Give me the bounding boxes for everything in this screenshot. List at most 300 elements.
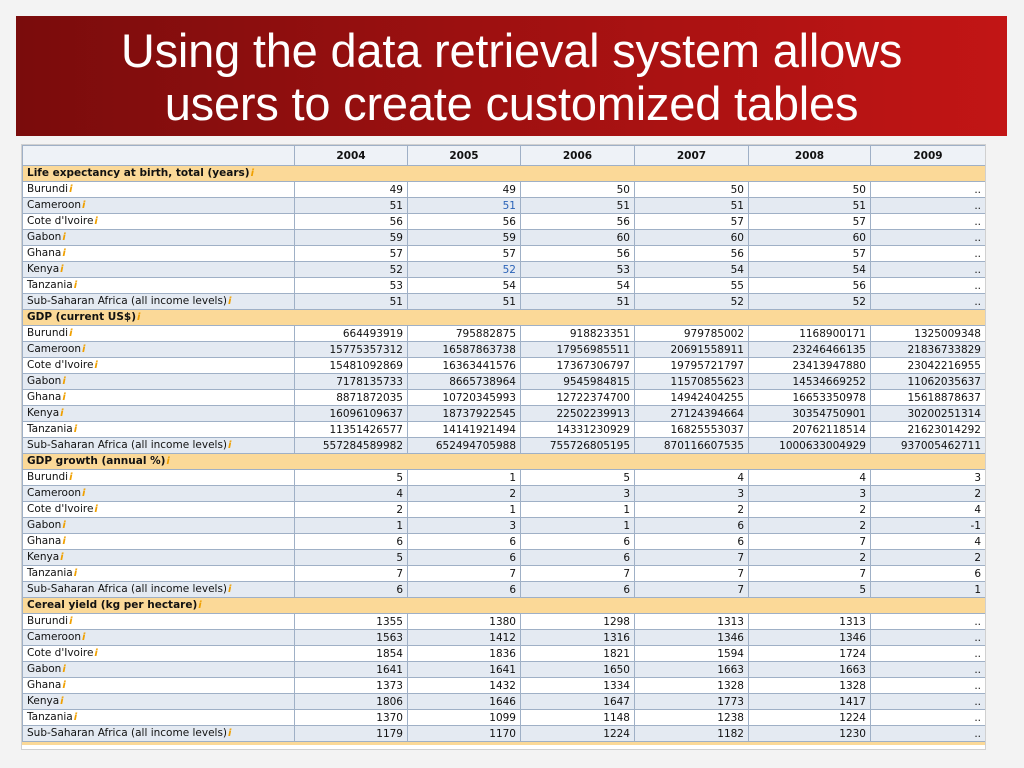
value-cell: 6 (408, 534, 521, 550)
value-cell: 20691558911 (635, 342, 749, 358)
value-cell: 54 (521, 278, 635, 294)
country-cell (23, 646, 295, 662)
value-cell: 27124394664 (635, 406, 749, 422)
value-cell: 57 (749, 214, 871, 230)
value-cell: 1170 (408, 726, 521, 742)
section-header-row (23, 454, 986, 470)
value-cell: .. (871, 662, 986, 678)
value-cell: 16653350978 (749, 390, 871, 406)
info-icon[interactable]: i (62, 232, 66, 243)
country-name: Sub-Saharan Africa (all income levels) (27, 439, 228, 451)
value-cell: 7 (635, 582, 749, 598)
table-row (23, 470, 986, 486)
value-cell: .. (871, 198, 986, 214)
info-icon[interactable]: i (60, 408, 64, 419)
value-cell: 10720345993 (408, 390, 521, 406)
table-row (23, 646, 986, 662)
value-cell: .. (871, 630, 986, 646)
next-section-edge (22, 742, 985, 745)
info-icon[interactable]: i (69, 184, 73, 195)
value-cell: 30354750901 (749, 406, 871, 422)
value-cell: 1 (521, 502, 635, 518)
info-icon[interactable]: i (228, 440, 232, 451)
value-cell: 7 (635, 550, 749, 566)
value-cell: 1650 (521, 662, 635, 678)
value-cell: 1724 (749, 646, 871, 662)
value-cell: 14534669252 (749, 374, 871, 390)
value-cell: 16363441576 (408, 358, 521, 374)
value-cell: 6 (521, 582, 635, 598)
table-row (23, 406, 986, 422)
info-icon[interactable]: i (60, 264, 64, 275)
value-cell: 1806 (295, 694, 408, 710)
value-cell: 1663 (635, 662, 749, 678)
country-name: Sub-Saharan Africa (all income levels) (27, 583, 228, 595)
value-cell: 15775357312 (295, 342, 408, 358)
country-name: Burundi (27, 327, 69, 339)
slide-title (16, 16, 1007, 136)
value-cell: 20762118514 (749, 422, 871, 438)
value-cell: 54 (749, 262, 871, 278)
country-cell (23, 198, 295, 214)
table-row (23, 198, 986, 214)
country-name: Kenya (27, 551, 60, 563)
info-icon[interactable]: i (137, 312, 141, 323)
value-cell: 557284589982 (295, 438, 408, 454)
value-cell: 1328 (635, 678, 749, 694)
value-cell: 1325009348 (871, 326, 986, 342)
value-cell: 4 (295, 486, 408, 502)
country-name: Sub-Saharan Africa (all income levels) (27, 727, 228, 739)
value-cell: 3 (871, 470, 986, 486)
value-cell: 1432 (408, 678, 521, 694)
table-row (23, 502, 986, 518)
value-cell: 50 (749, 182, 871, 198)
table-row (23, 630, 986, 646)
value-cell: 1773 (635, 694, 749, 710)
info-icon[interactable]: i (62, 664, 66, 675)
country-name: Cameroon (27, 343, 82, 355)
value-cell: 56 (408, 214, 521, 230)
year-header[interactable]: 2008 (749, 146, 871, 166)
data-table (22, 145, 986, 742)
value-cell: 15481092869 (295, 358, 408, 374)
indicator-title (23, 454, 986, 470)
table-row (23, 262, 986, 278)
indicator-label: GDP (current US$) (27, 311, 137, 323)
section-header-row (23, 310, 986, 326)
value-cell: 50 (521, 182, 635, 198)
country-cell (23, 710, 295, 726)
value-cell: 51 (749, 198, 871, 214)
info-icon[interactable]: i (73, 568, 78, 579)
country-name: Gabon (27, 663, 62, 675)
section-header-row (23, 166, 986, 182)
country-cell (23, 662, 295, 678)
value-cell: 2 (408, 486, 521, 502)
value-cell: 1224 (749, 710, 871, 726)
value-cell: 18737922545 (408, 406, 521, 422)
value-cell: .. (871, 262, 986, 278)
value-cell: 51 (295, 294, 408, 310)
value-cell: 1298 (521, 614, 635, 630)
value-cell: .. (871, 214, 986, 230)
slide-title-line-2: users to create customized tables (164, 77, 859, 130)
corner-cell (23, 146, 295, 166)
year-header[interactable]: 2005 (408, 146, 521, 166)
value-cell: .. (871, 678, 986, 694)
info-icon[interactable]: i (166, 456, 170, 467)
value-cell: 16825553037 (635, 422, 749, 438)
value-cell: 870116607535 (635, 438, 749, 454)
value-cell: .. (871, 294, 986, 310)
data-table-panel (21, 144, 986, 750)
value-cell: 49 (408, 182, 521, 198)
slide-title-line-1: Using the data retrieval system allows (120, 24, 903, 77)
table-row (23, 694, 986, 710)
value-cell: 21836733829 (871, 342, 986, 358)
info-icon[interactable]: i (62, 536, 66, 547)
value-cell: 2 (749, 518, 871, 534)
value-cell: 755726805195 (521, 438, 635, 454)
info-icon[interactable]: i (94, 216, 98, 227)
value-cell: 6 (295, 534, 408, 550)
country-name: Cote d'Ivoire (27, 503, 94, 515)
value-cell: 16096109637 (295, 406, 408, 422)
table-row (23, 550, 986, 566)
value-cell: 5 (749, 582, 871, 598)
value-cell: 937005462711 (871, 438, 986, 454)
value-cell: 21623014292 (871, 422, 986, 438)
value-cell: 60 (749, 230, 871, 246)
info-icon[interactable]: i (69, 328, 73, 339)
value-cell: 49 (295, 182, 408, 198)
value-cell: 1099 (408, 710, 521, 726)
value-cell: 7 (521, 566, 635, 582)
value-cell: 23246466135 (749, 342, 871, 358)
value-cell: 57 (408, 246, 521, 262)
indicator-label: Cereal yield (kg per hectare) (27, 599, 198, 611)
table-row (23, 438, 986, 454)
info-icon[interactable]: i (62, 520, 66, 531)
info-icon[interactable]: i (73, 424, 78, 435)
country-cell (23, 726, 295, 742)
country-name: Cote d'Ivoire (27, 215, 94, 227)
info-icon[interactable]: i (62, 376, 66, 387)
section-header-row (23, 598, 986, 614)
value-cell: 1 (871, 582, 986, 598)
value-cell: 1594 (635, 646, 749, 662)
value-cell: 7 (749, 534, 871, 550)
value-cell: 17367306797 (521, 358, 635, 374)
value-link[interactable]: 52 (408, 262, 521, 278)
value-link[interactable]: 51 (408, 198, 521, 214)
value-cell: 1346 (635, 630, 749, 646)
country-cell (23, 470, 295, 486)
value-cell: 9545984815 (521, 374, 635, 390)
value-cell: .. (871, 726, 986, 742)
value-cell: 52 (749, 294, 871, 310)
value-cell: 3 (521, 486, 635, 502)
value-cell: 52 (295, 262, 408, 278)
value-cell: 1224 (521, 726, 635, 742)
value-cell: 795882875 (408, 326, 521, 342)
country-cell (23, 486, 295, 502)
value-cell: 1854 (295, 646, 408, 662)
country-cell (23, 358, 295, 374)
value-cell: 1646 (408, 694, 521, 710)
table-row (23, 710, 986, 726)
value-cell: 1148 (521, 710, 635, 726)
country-cell (23, 694, 295, 710)
value-cell: 6 (635, 534, 749, 550)
value-cell: 8665738964 (408, 374, 521, 390)
value-cell: 3 (749, 486, 871, 502)
year-header[interactable]: 2004 (295, 146, 408, 166)
year-header[interactable]: 2006 (521, 146, 635, 166)
value-cell: 6 (521, 550, 635, 566)
value-cell: 3 (635, 486, 749, 502)
country-name: Cameroon (27, 487, 82, 499)
country-name: Sub-Saharan Africa (all income levels) (27, 295, 228, 307)
value-cell: 1316 (521, 630, 635, 646)
value-cell: 7 (635, 566, 749, 582)
value-cell: 57 (635, 214, 749, 230)
indicator-label: Life expectancy at birth, total (years) (27, 167, 250, 179)
country-name: Ghana (27, 391, 62, 403)
value-cell: 51 (521, 294, 635, 310)
value-cell: 7 (295, 566, 408, 582)
info-icon[interactable]: i (73, 280, 78, 291)
country-name: Tanzania (27, 279, 73, 291)
value-cell: 30200251314 (871, 406, 986, 422)
country-cell (23, 630, 295, 646)
info-icon[interactable]: i (82, 488, 86, 499)
value-cell: 3 (408, 518, 521, 534)
value-cell: 1313 (635, 614, 749, 630)
info-icon[interactable]: i (198, 600, 202, 611)
value-cell: 15618878637 (871, 390, 986, 406)
value-cell: 14331230929 (521, 422, 635, 438)
info-icon[interactable]: i (62, 248, 66, 259)
value-cell: 2 (749, 502, 871, 518)
value-cell: 51 (521, 198, 635, 214)
info-icon[interactable]: i (94, 648, 98, 659)
table-row (23, 614, 986, 630)
value-cell: 5 (295, 550, 408, 566)
country-cell (23, 374, 295, 390)
value-cell: .. (871, 614, 986, 630)
value-cell: .. (871, 278, 986, 294)
value-cell: 979785002 (635, 326, 749, 342)
value-cell: 1647 (521, 694, 635, 710)
value-cell: 56 (295, 214, 408, 230)
country-name: Cameroon (27, 199, 82, 211)
value-cell: 1563 (295, 630, 408, 646)
value-cell: .. (871, 182, 986, 198)
info-icon[interactable]: i (94, 504, 98, 515)
value-cell: 11570855623 (635, 374, 749, 390)
country-cell (23, 390, 295, 406)
value-cell: 1313 (749, 614, 871, 630)
value-cell: 1346 (749, 630, 871, 646)
country-name: Gabon (27, 375, 62, 387)
value-cell: 1417 (749, 694, 871, 710)
table-row (23, 566, 986, 582)
value-cell: .. (871, 710, 986, 726)
table-row (23, 230, 986, 246)
country-cell (23, 406, 295, 422)
info-icon[interactable]: i (69, 616, 73, 627)
info-icon[interactable]: i (62, 392, 66, 403)
table-row (23, 342, 986, 358)
value-cell: 1370 (295, 710, 408, 726)
country-cell (23, 438, 295, 454)
info-icon[interactable]: i (94, 360, 98, 371)
country-cell (23, 246, 295, 262)
country-name: Cameroon (27, 631, 82, 643)
country-cell (23, 342, 295, 358)
value-cell: 53 (295, 278, 408, 294)
value-cell: 1380 (408, 614, 521, 630)
value-cell: 11062035637 (871, 374, 986, 390)
table-row (23, 486, 986, 502)
table-row (23, 294, 986, 310)
value-cell: 7178135733 (295, 374, 408, 390)
value-cell: 2 (871, 550, 986, 566)
indicator-title (23, 166, 986, 182)
value-cell: 53 (521, 262, 635, 278)
value-cell: 19795721797 (635, 358, 749, 374)
value-cell: 22502239913 (521, 406, 635, 422)
value-cell: 5 (521, 470, 635, 486)
value-cell: 54 (635, 262, 749, 278)
value-cell: 51 (408, 294, 521, 310)
value-cell: 1238 (635, 710, 749, 726)
info-icon[interactable]: i (82, 632, 86, 643)
table-row (23, 678, 986, 694)
value-cell: 23413947880 (749, 358, 871, 374)
year-header[interactable]: 2007 (635, 146, 749, 166)
country-name: Gabon (27, 519, 62, 531)
country-name: Ghana (27, 679, 62, 691)
table-row (23, 182, 986, 198)
value-cell: 56 (749, 278, 871, 294)
value-cell: 17956985511 (521, 342, 635, 358)
value-cell: 4 (635, 470, 749, 486)
value-cell: 1836 (408, 646, 521, 662)
value-cell: 7 (749, 566, 871, 582)
value-cell: 11351426577 (295, 422, 408, 438)
info-icon[interactable]: i (82, 200, 86, 211)
value-cell: 56 (635, 246, 749, 262)
country-cell (23, 278, 295, 294)
table-row (23, 422, 986, 438)
value-cell: 56 (521, 214, 635, 230)
value-cell: 7 (408, 566, 521, 582)
value-cell: 12722374700 (521, 390, 635, 406)
country-cell (23, 326, 295, 342)
value-cell: 4 (871, 534, 986, 550)
value-cell: 1 (408, 470, 521, 486)
value-cell: 59 (295, 230, 408, 246)
country-cell (23, 566, 295, 582)
value-cell: 1179 (295, 726, 408, 742)
table-row (23, 518, 986, 534)
value-cell: 60 (521, 230, 635, 246)
info-icon[interactable]: i (73, 712, 78, 723)
value-cell: 51 (295, 198, 408, 214)
info-icon[interactable]: i (228, 728, 232, 739)
table-row (23, 390, 986, 406)
value-cell: 1334 (521, 678, 635, 694)
info-icon[interactable]: i (62, 680, 66, 691)
table-row (23, 374, 986, 390)
info-icon[interactable]: i (228, 296, 232, 307)
country-name: Kenya (27, 263, 60, 275)
value-cell: 6 (871, 566, 986, 582)
country-name: Ghana (27, 535, 62, 547)
info-icon[interactable]: i (250, 168, 254, 179)
table-row (23, 726, 986, 742)
value-cell: 60 (635, 230, 749, 246)
country-cell (23, 518, 295, 534)
table-row (23, 662, 986, 678)
value-cell: 6 (408, 582, 521, 598)
value-cell: 1663 (749, 662, 871, 678)
value-cell: 652494705988 (408, 438, 521, 454)
info-icon[interactable]: i (228, 584, 232, 595)
header-row (23, 146, 986, 166)
country-cell (23, 550, 295, 566)
value-cell: 57 (295, 246, 408, 262)
country-cell (23, 614, 295, 630)
table-row (23, 214, 986, 230)
value-cell: 57 (749, 246, 871, 262)
value-cell: .. (871, 646, 986, 662)
table-row (23, 278, 986, 294)
country-name: Cote d'Ivoire (27, 647, 94, 659)
country-cell (23, 534, 295, 550)
value-cell: 2 (635, 502, 749, 518)
country-name: Tanzania (27, 711, 73, 723)
value-cell: 8871872035 (295, 390, 408, 406)
value-cell: 6 (635, 518, 749, 534)
value-cell: .. (871, 230, 986, 246)
info-icon[interactable]: i (60, 696, 64, 707)
value-cell: 51 (635, 198, 749, 214)
value-cell: .. (871, 694, 986, 710)
value-cell: 4 (749, 470, 871, 486)
country-cell (23, 230, 295, 246)
value-cell: 1412 (408, 630, 521, 646)
info-icon[interactable]: i (60, 552, 64, 563)
value-cell: 1 (408, 502, 521, 518)
value-cell: 2 (295, 502, 408, 518)
country-name: Gabon (27, 231, 62, 243)
country-cell (23, 502, 295, 518)
indicator-title (23, 310, 986, 326)
value-cell: 1 (295, 518, 408, 534)
year-header[interactable]: 2009 (871, 146, 986, 166)
table-body (23, 166, 986, 742)
indicator-label: GDP growth (annual %) (27, 455, 166, 467)
country-name: Ghana (27, 247, 62, 259)
country-cell (23, 582, 295, 598)
info-icon[interactable]: i (69, 472, 73, 483)
value-cell: 52 (635, 294, 749, 310)
info-icon[interactable]: i (82, 344, 86, 355)
